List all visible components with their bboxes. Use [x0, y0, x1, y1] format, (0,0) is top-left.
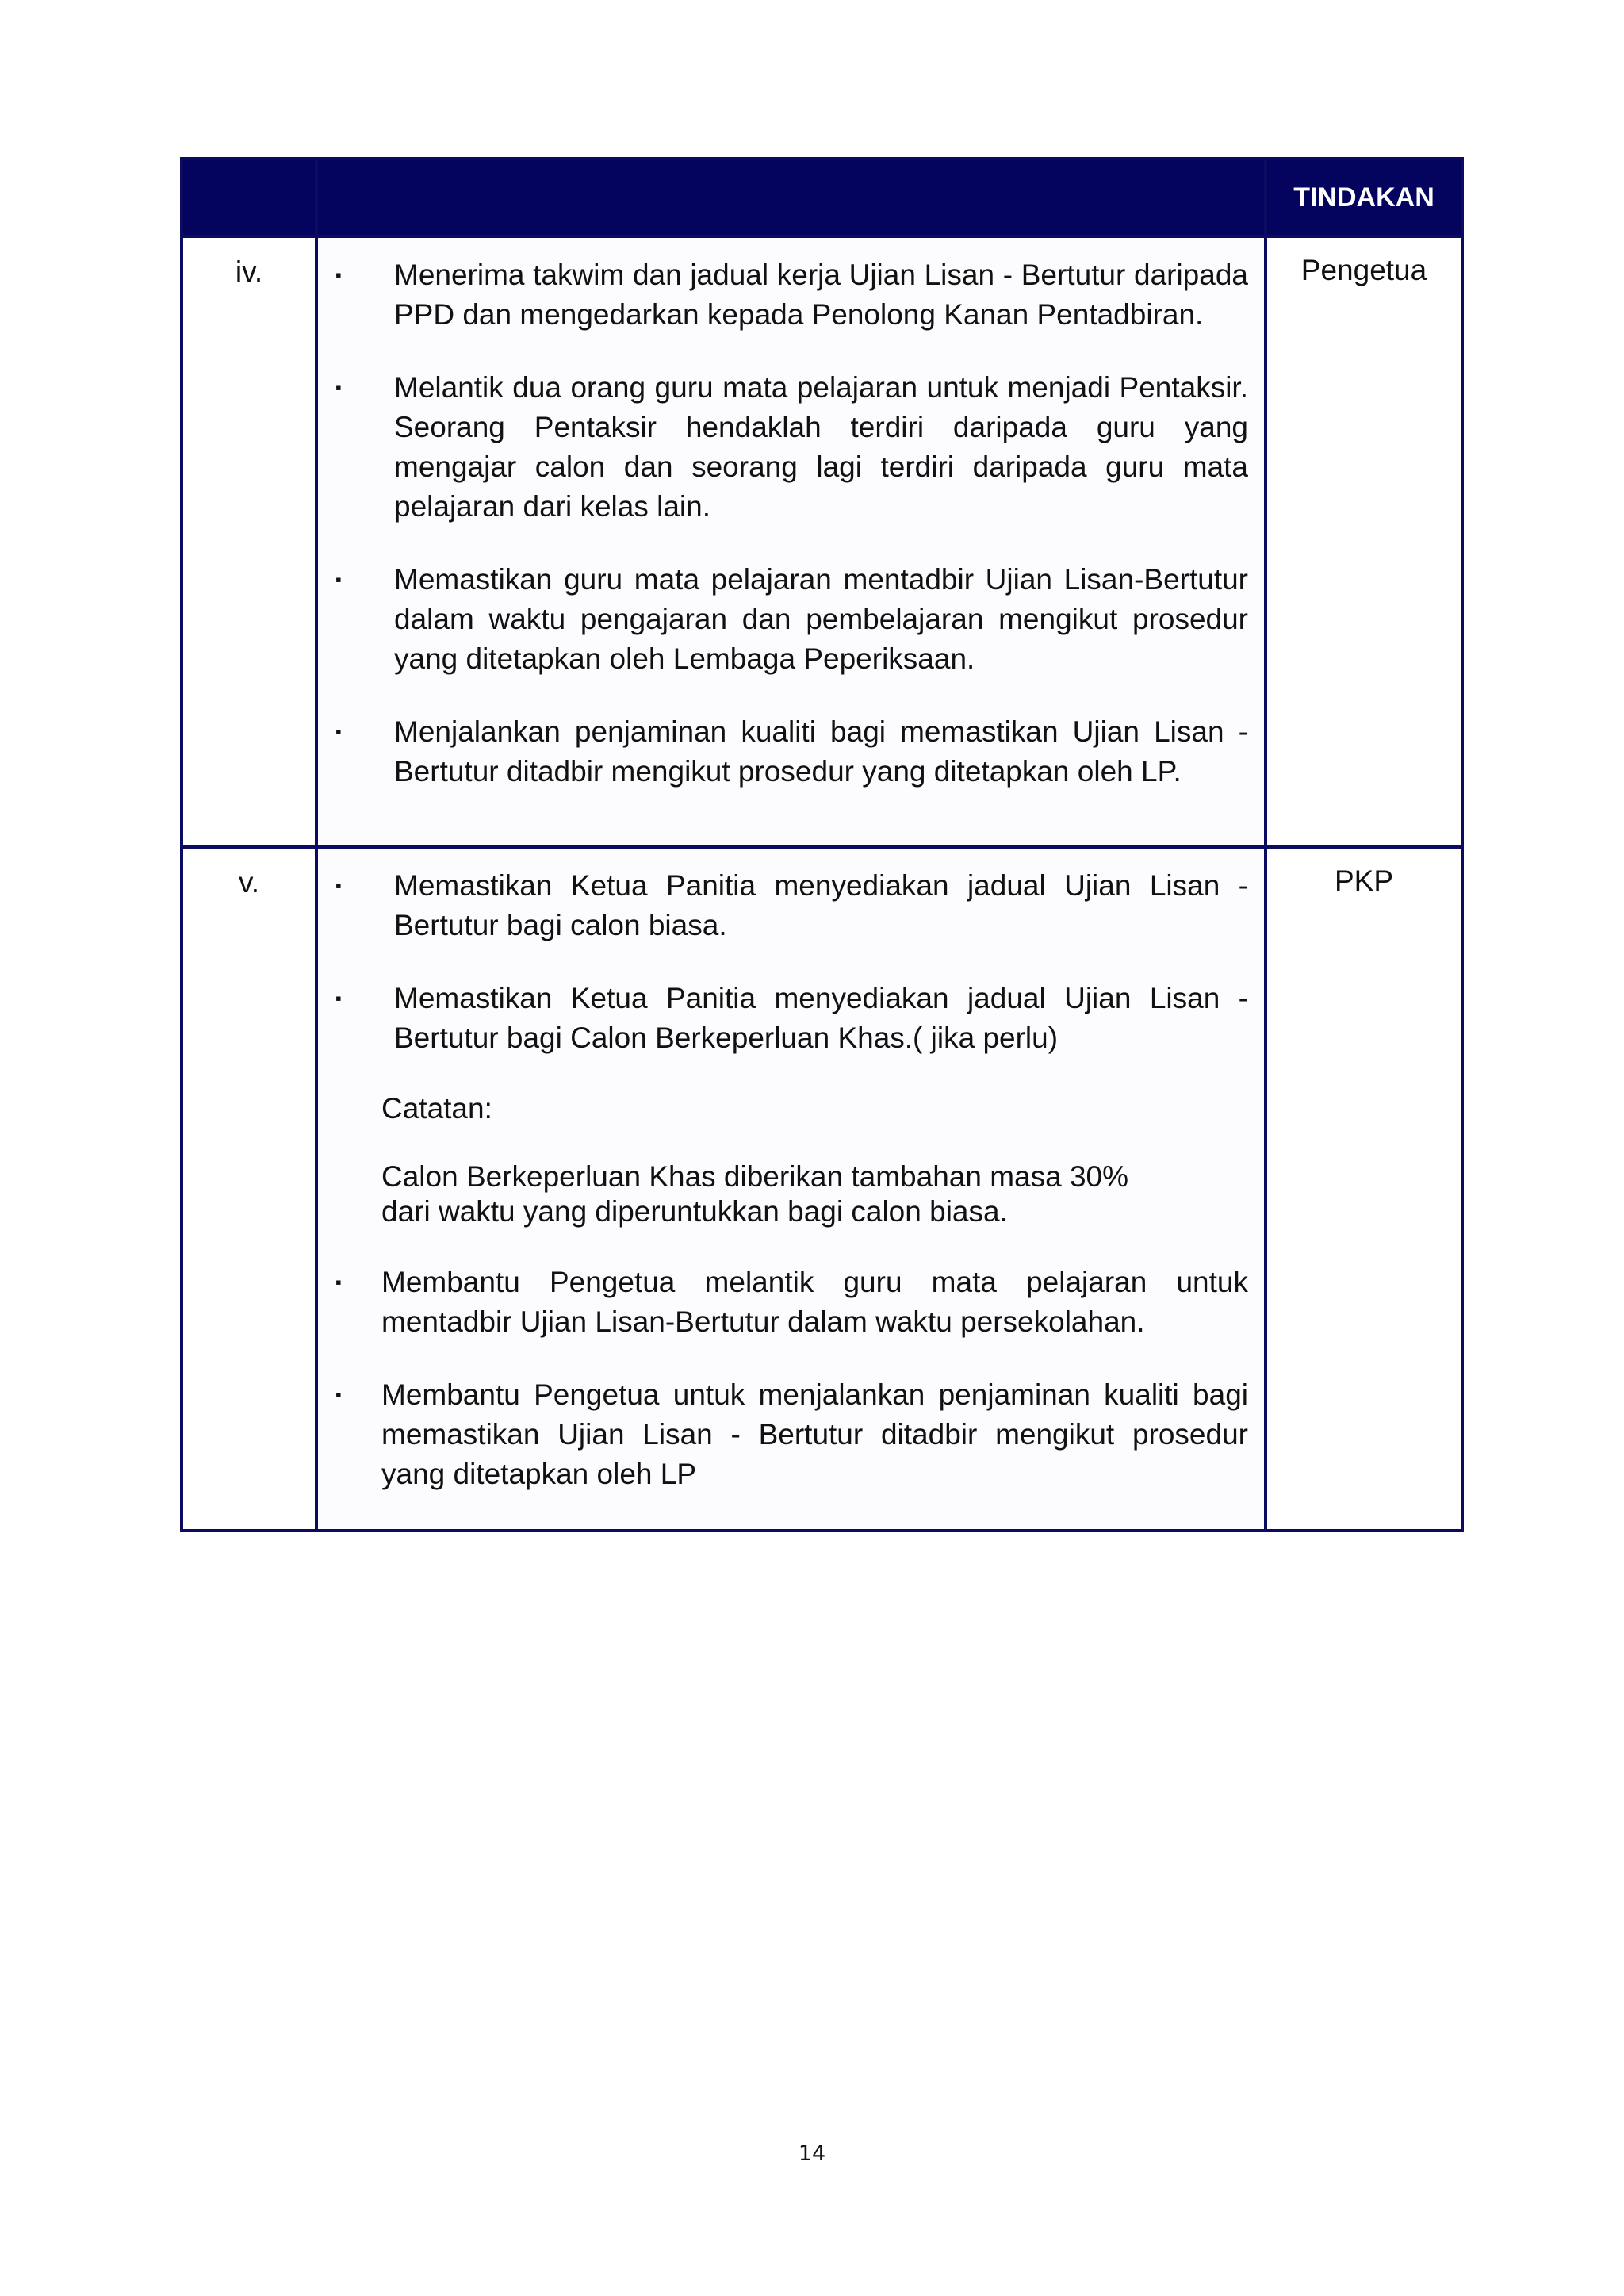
list-item-text: Memastikan Ketua Panitia menyediakan jadual Ujian Lisan - Bertutur bagi calon biasa. [394, 869, 1248, 941]
note-line: dari waktu yang diperuntukkan bagi calon biasa. [381, 1195, 1008, 1228]
header-description-cell [316, 159, 1266, 236]
bullet-icon: ▪ [335, 265, 342, 285]
row-number: iv. [182, 236, 316, 847]
bullet-icon: ▪ [335, 722, 342, 742]
list-item-text: Menerima takwim dan jadual kerja Ujian Lisan - Bertutur daripada PPD dan mengedarkan kepada Penolong Kanan Pentadbiran. [394, 259, 1248, 331]
list-item [334, 979, 1248, 1058]
bullet-icon: ▪ [335, 378, 342, 397]
list-item-text: Memastikan Ketua Panitia menyediakan jadual Ujian Lisan - Bertutur bagi Calon Berkeperluan Khas.( jika perlu) [394, 982, 1248, 1054]
list-item [334, 712, 1248, 792]
page-number: 14 [798, 2141, 826, 2166]
table-header-row [182, 159, 1462, 236]
bullet-icon: ▪ [335, 988, 342, 1008]
table-row [182, 236, 1462, 847]
header-number-cell [182, 159, 316, 236]
note-title: Catatan: [381, 1092, 492, 1125]
row-description [316, 847, 1266, 1531]
row-number: v. [182, 847, 316, 1531]
list-item [334, 560, 1248, 679]
list-item-text: Menjalankan penjaminan kualiti bagi memastikan Ujian Lisan - Bertutur ditadbir mengikut prosedur yang ditetapkan oleh LP. [394, 715, 1248, 788]
bullet-icon: ▪ [335, 569, 342, 589]
list-item [334, 1263, 1248, 1342]
list-item-text: Memastikan guru mata pelajaran mentadbir Ujian Lisan-Bertutur dalam waktu pengajaran dan pembelajaran mengikut prosedur yang ditetapkan oleh Lembaga Peperiksaan. [394, 563, 1248, 675]
row-description [316, 236, 1266, 847]
bullet-icon: ▪ [335, 876, 342, 895]
list-item [334, 255, 1248, 335]
row-action: Pengetua [1266, 236, 1462, 847]
table-row [182, 847, 1462, 1531]
row-action: PKP [1266, 847, 1462, 1531]
bullet-icon: ▪ [335, 1385, 342, 1405]
bullet-icon: ▪ [335, 1272, 342, 1292]
list-item-text: Membantu Pengetua untuk menjalankan penjaminan kualiti bagi memastikan Ujian Lisan - Bertutur ditadbir mengikut prosedur yang ditetapkan oleh LP [381, 1378, 1248, 1490]
list-item-text: Melantik dua orang guru mata pelajaran untuk menjadi Pentaksir. Seorang Pentaksir hendaklah terdiri daripada guru yang mengajar calon dan seorang lagi terdiri daripada guru mata pelajaran dari kelas lain. [394, 371, 1248, 523]
list-item [334, 1375, 1248, 1494]
header-tindakan-cell: TINDAKAN [1266, 159, 1462, 236]
list-item-text: Membantu Pengetua melantik guru mata pelajaran untuk mentadbir Ujian Lisan-Bertutur dalam waktu persekolahan. [381, 1266, 1248, 1338]
note-line: Calon Berkeperluan Khas diberikan tambahan masa 30% [381, 1160, 1129, 1193]
list-item [334, 368, 1248, 527]
list-item [334, 866, 1248, 945]
procedure-table [180, 157, 1464, 1532]
